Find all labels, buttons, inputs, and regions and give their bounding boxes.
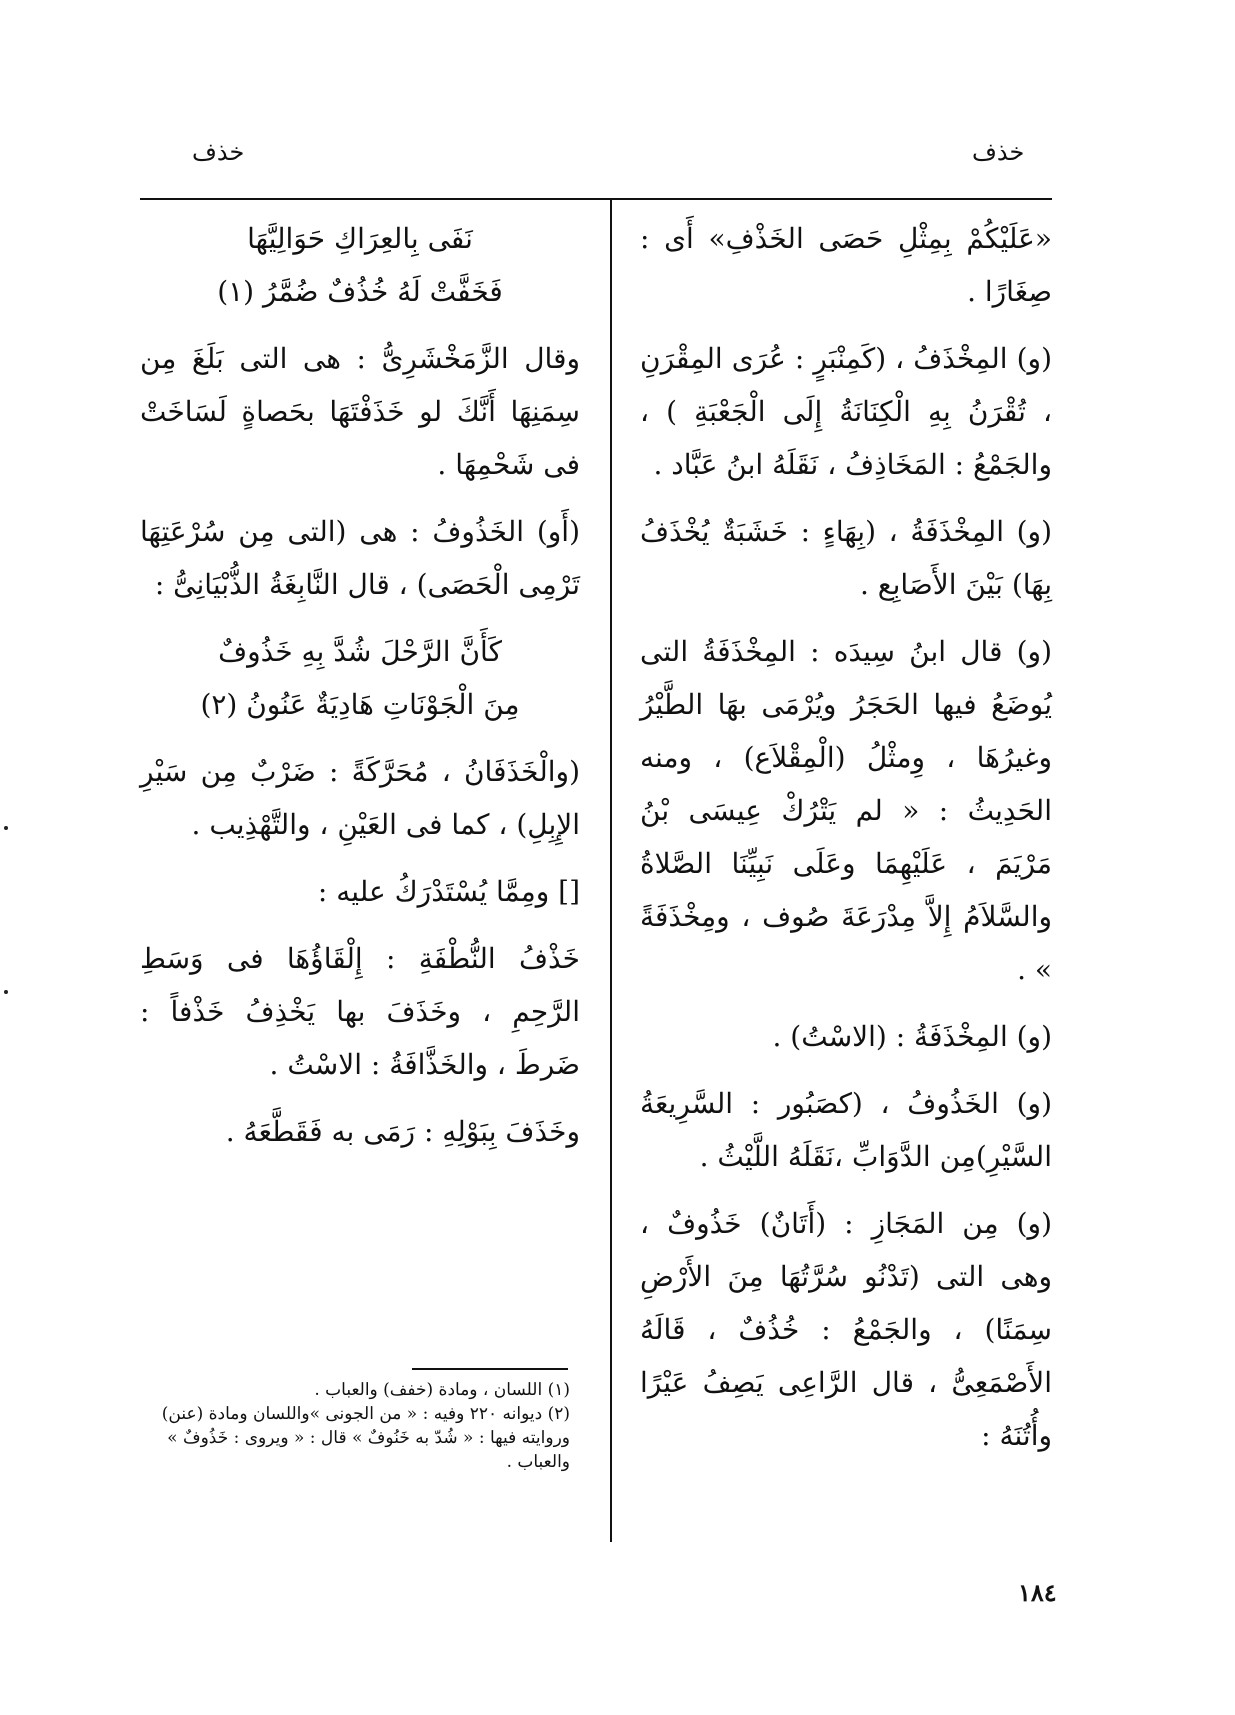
verse-line: كَأَنَّ الرَّحْلَ شُدَّ بِهِ خَذُوفٌ (218, 635, 502, 668)
scan-speck (4, 826, 8, 830)
left-paragraph: وقال الزَّمَخْشَرِىُّ : هى التى بَلَغَ مِن سِمَنِهَا أَنَّكَ لو خَذَفْتَهَا بحَصاةٍ لَسَاخَتْ فى شَحْمِهَا . (140, 342, 580, 481)
footnote: (١) اللسان ، ومادة (خفف) والعباب . (314, 1380, 570, 1400)
right-paragraph: (و) المِخْذَفَةُ : (الاسْتُ) . (772, 1020, 1052, 1053)
footnote-rule (412, 1368, 568, 1370)
left-paragraph: خَذْفُ النُّطْفَةِ : إِلْقَاؤُهَا فى وَسَطِ الرَّحِمِ ، وخَذَفَ بها يَخْذِفُ خَذْفاً : ضَرطَ ، والخَذَّافَةُ : الاسْتُ . (140, 942, 580, 1081)
right-paragraph: «عَلَيْكُمْ بِمِثْلِ حَصَى الخَذْفِ» أَى : صِغَارًا . (640, 222, 1052, 308)
verse-line: مِنَ الْجَوْنَاتِ هَادِيَةٌ عَنُونُ (٢) (200, 688, 520, 721)
left-column (140, 212, 580, 1172)
right-paragraph: (و) المِخْذَفَةُ ، (بِهَاءٍ : خَشَبَةٌ يُخْذَفُ بِهَا) بَيْنَ الأَصَابِع . (640, 515, 1052, 601)
verse-line: فَخَفَّتْ لَهُ خُذُفٌ ضُمَّرُ (١) (217, 275, 503, 308)
footnotes (140, 1378, 570, 1474)
left-paragraph: [] ومِمَّا يُسْتَدْرَكُ عليه : (317, 875, 580, 908)
footnote: (٢) ديوانه ٢٢٠ وفيه : « من الجونى »واللسان ومادة (عنن) وروايته فيها : « شُدّ به خَنُوفٌ » قال : « ويروى : خَذُوفٌ » والعباب . (161, 1404, 570, 1472)
right-paragraph: (و) الخَذُوفُ ، (كصَبُور : السَّرِيعَةُ السَّيْرِ)مِن الدَّوَابِّ ،نَقَلَهُ اللَّيْثُ . (640, 1087, 1052, 1173)
page-number: ١٨٤ (1018, 1578, 1057, 1607)
right-paragraph: (و) قال ابنُ سِيدَه : المِخْذَفَةُ التى يُوضَعُ فيها الحَجَرُ ويُرْمَى بهَا الطَّيْرُ وغيرُهَا ، وِمثْلُ (الْمِقْلاَع) ، ومنه الحَدِيثُ : « لم يَتْرُكْ عِيسَى بْنُ مَرْيَمَ ، عَلَيْهِمَا وعَلَى نَبِيِّنَا الصَّلاةُ والسَّلاَمُ إِلاَّ مِدْرَعَةَ صُوف ، ومِخْذَفَةً » . (640, 635, 1052, 986)
right-paragraph: (و) مِن المَجَازِ : (أَتَانٌ) خَذُوفٌ ، وهى التى (تَدْنُو سُرَّتُهَا مِنَ الأَرْضِ سِمَنًا) ، والجَمْعُ : خُذُفٌ ، قَالَهُ الأَصْمَعِىُّ ، قال الرَّاعِى يَصِفُ عَيْرًا وأُتُنَهُ : (640, 1207, 1052, 1452)
column-divider (610, 200, 612, 1542)
left-paragraph: (والْخَذَفَانُ ، مُحَرَّكَةً : ضَرْبٌ مِن سَيْرِ الإِبِلِ) ، كما فى العَيْنِ ، والتَّهْذِيب . (140, 755, 580, 841)
left-paragraph: وخَذَفَ بِبَوْلِهِ : رَمَى به فَقَطَّعَهُ . (225, 1115, 580, 1148)
verse-line: نَفَى بِالعِرَاكِ حَوَالِيَّهَا (247, 222, 473, 255)
scan-speck (4, 990, 8, 994)
header-left-word: خذف (192, 138, 245, 166)
verse-block (140, 625, 580, 731)
verse-block (140, 212, 580, 318)
right-column (640, 212, 1052, 1476)
header-rule (140, 198, 1052, 200)
left-paragraph: (أَو) الخَذُوفُ : هى (التى مِن سُرْعَتِهَا تَرْمِى الْحَصَى) ، قال النَّابِغَةُ الذُّبْيَانِىُّ : (140, 515, 580, 601)
right-paragraph: (و) المِخْذَفُ ، (كَمِنْبَرٍ : عُرَى المِقْرَنِ ، تُقْرَنُ بِهِ الْكِنَانَةُ إِلَى الْجَعْبَةِ ) ، والجَمْعُ : المَخَاذِفُ ، نَقَلَهُ ابنُ عَبَّاد . (640, 342, 1052, 481)
header-right-word: خذف (972, 138, 1025, 166)
